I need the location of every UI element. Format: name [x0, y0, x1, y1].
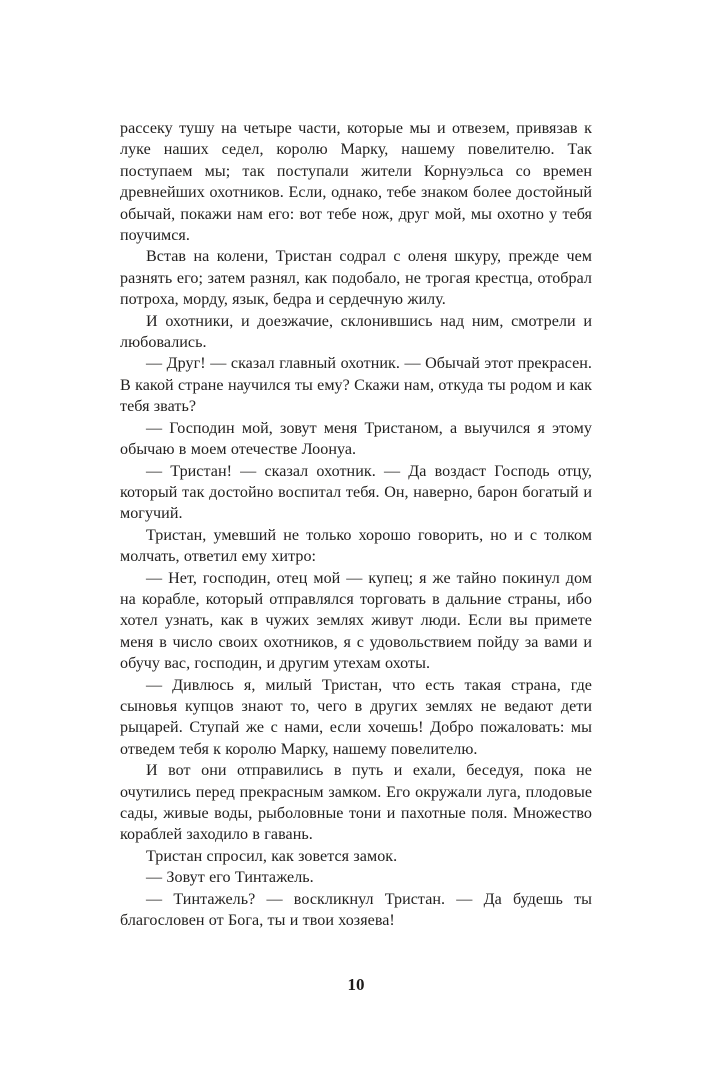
page-number: 10: [347, 975, 365, 994]
paragraph: Тристан спросил, как зовется замок.: [146, 847, 398, 865]
paragraph: — Дивлюсь я, милый Тристан, что есть такая страна, где сыновья купцов знают то, чего в других землях не ведают дети рыцарей. Ступай же с нами, если хочешь! Добро пожаловать: мы отведем тебя к королю Марку, нашему повелителю.: [120, 676, 592, 758]
paragraph: — Зовут его Тинтажель.: [146, 869, 314, 887]
paragraph: — Тристан! — сказал охотник. — Да воздаст Господь отцу, который так достойно воспитал тебя. Он, наверно, барон богатый и могучий.: [120, 462, 592, 523]
paragraph: Тристан, умевший не только хорошо говорить, но и с толком молчать, ответил ему хитро:: [120, 526, 592, 566]
paragraph: — Тинтажель? — воскликнул Тристан. — Да будешь ты благословен от Бога, ты и твои хозяева!: [120, 890, 592, 930]
paragraph: — Господин мой, зовут меня Тристаном, а выучился я этому обычаю в моем отечестве Лоонуа.: [120, 419, 592, 459]
paragraph: Встав на колени, Тристан содрал с оленя шкуру, прежде чем разнять его; затем разнял, как подобало, не трогая крестца, отобрал потроха, морду, язык, бедра и сердечную жилу.: [120, 248, 592, 309]
paragraph: И вот они отправились в путь и ехали, беседуя, пока не очутились перед прекрасным замком. Его окружали луга, плодовые сады, живые воды, рыболовные тони и пахотные поля. Множество кораблей заходило в гавань.: [120, 762, 592, 844]
paragraph: — Нет, господин, отец мой — купец; я же тайно покинул дом на корабле, который отправлялся торговать в дальние страны, ибо хотел узнать, как в чужих землях живут люди. Если вы примете меня в число своих охотников, я с удовольствием пойду за вами и обучу вас, господин, и другим утехам охоты.: [120, 569, 592, 673]
paragraph: — Друг! — сказал главный охотник. — Обычай этот прекрасен. В какой стране научился ты ему? Скажи нам, откуда ты родом и как тебя звать?: [120, 355, 592, 416]
paragraph: рассеку тушу на четыре части, которые мы и отвезем, привязав к луке наших седел, королю Марку, нашему повелителю. Так поступаем мы; так поступали жители Корнуэльса со времен древнейших охотников. Если, однако, тебе знаком более достойный обычай, покажи нам его: вот тебе нож, друг мой, мы охотно у тебя поучимся.: [120, 120, 592, 245]
paragraph: И охотники, и доезжачие, склонившись над ним, смотрели и любовались.: [120, 312, 592, 352]
page-text-column: [120, 118, 592, 931]
